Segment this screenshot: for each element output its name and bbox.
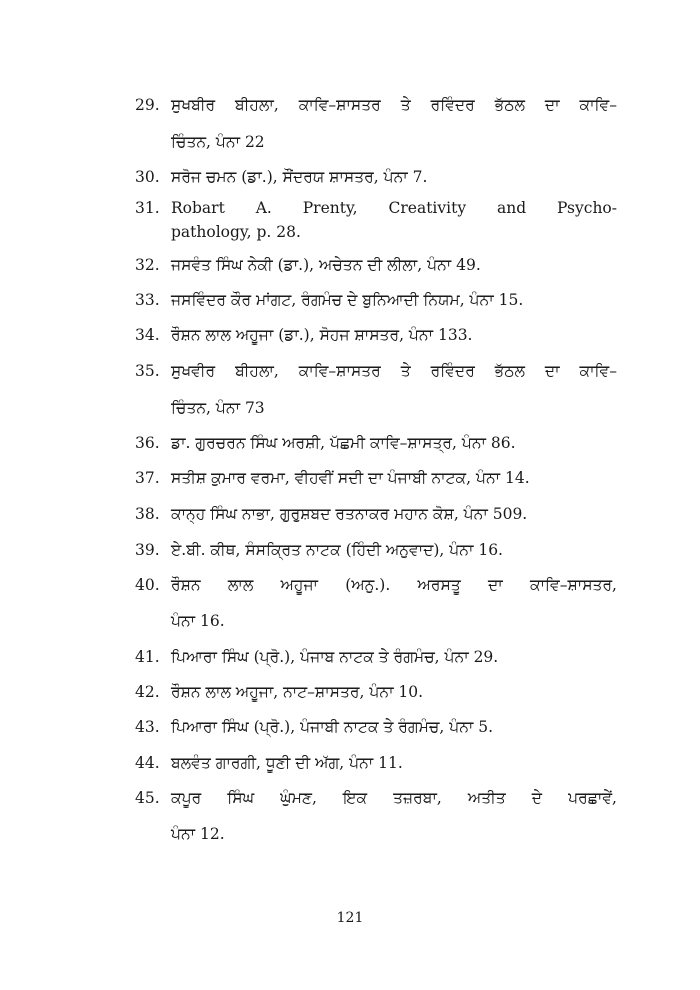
reference-text: ਕਪੂਰ ਸਿੰਘ ਘੁੰਮਣ, ਇਕ ਤਜ਼ਰਬਾ, ਅਤੀਤ ਦੇ ਪਰਛਾਵੇਂ, — [171, 789, 617, 807]
reference-text: ਡਾ. ਗੁਰਚਰਨ ਸਿੰਘ ਅਰਸ਼ੀ, ਪੱਛਮੀ ਕਾਵਿ–ਸ਼ਾਸਤ੍ਰ, ਪੰਨਾ 86. — [171, 434, 516, 452]
reference-42 — [135, 683, 617, 705]
reference-text: ਸੁਖਵੀਰ ਬੀਹਲਾ, ਕਾਵਿ–ਸ਼ਾਸਤਰ ਤੇ ਰਵਿੰਦਰ ਭੱਠਲ ਦਾ ਕਾਵਿ– — [171, 362, 617, 380]
reference-33 — [135, 291, 617, 313]
reference-41 — [135, 648, 617, 670]
reference-35 — [135, 362, 617, 422]
reference-text: ਬਲਵੰਤ ਗਾਰਗੀ, ਧੂਣੀ ਦੀ ਅੱਗ, ਪੰਨਾ 11. — [171, 754, 403, 772]
reference-number: 37. — [135, 469, 160, 487]
reference-text: ਸਰੋਜ ਚਮਨ (ਡਾ.), ਸੌਂਦਰਯ ਸ਼ਾਸਤਰ, ਪੰਨਾ 7. — [171, 168, 428, 186]
page-number: 121 — [336, 910, 364, 926]
reference-32 — [135, 256, 617, 278]
reference-text: ਪਿਆਰਾ ਸਿੰਘ (ਪ੍ਰੋ.), ਪੰਜਾਬੀ ਨਾਟਕ ਤੇ ਰੰਗਮੰਚ, ਪੰਨਾ 5. — [171, 718, 494, 736]
reference-text-continued: pathology, p. 28. — [171, 223, 301, 241]
reference-number: 40. — [135, 576, 160, 594]
reference-34 — [135, 326, 617, 348]
reference-number: 42. — [135, 683, 160, 701]
reference-text: ਰੌਸ਼ਨ ਲਾਲ ਅਹੂਜਾ (ਅਨੁ.). ਅਰਸਤੂ ਦਾ ਕਾਵਿ–ਸ਼ਾਸਤਰ, — [171, 576, 617, 594]
reference-text-continued: ਚਿੰਤਨ, ਪੰਨਾ 73 — [171, 399, 265, 417]
reference-number: 35. — [135, 362, 160, 380]
reference-number: 31. — [135, 199, 160, 217]
reference-31 — [135, 199, 617, 243]
reference-text: ਜਸਵੰਤ ਸਿੰਘ ਨੇਕੀ (ਡਾ.), ਅਚੇਤਨ ਦੀ ਲੀਲਾ, ਪੰਨਾ 49. — [171, 256, 481, 274]
reference-number: 43. — [135, 718, 160, 736]
reference-text: ਪਿਆਰਾ ਸਿੰਘ (ਪ੍ਰੋ.), ਪੰਜਾਬ ਨਾਟਕ ਤੇ ਰੰਗਮੰਚ, ਪੰਨਾ 29. — [171, 648, 499, 666]
reference-text-continued: ਪੰਨਾ 12. — [171, 825, 225, 843]
reference-43 — [135, 718, 617, 740]
reference-37 — [135, 469, 617, 491]
reference-45 — [135, 789, 617, 849]
reference-text: ਕਾਨ੍ਹ ਸਿੰਘ ਨਾਭਾ, ਗੁਰੁਸ਼ਬਦ ਰਤਨਾਕਰ ਮਹਾਨ ਕੋਸ਼, ਪੰਨਾ 509. — [171, 505, 528, 523]
reference-number: 30. — [135, 168, 160, 186]
reference-text: ਏ.ਬੀ. ਕੀਥ, ਸੰਸਕ੍ਰਿਤ ਨਾਟਕ (ਹਿੰਦੀ ਅਨੁਵਾਦ), ਪੰਨਾ 16. — [171, 541, 503, 559]
reference-text-continued: ਪੰਨਾ 16. — [171, 612, 225, 630]
reference-number: 39. — [135, 541, 160, 559]
reference-text: ਰੌਸ਼ਨ ਲਾਲ ਅਹੂਜਾ (ਡਾ.), ਸੋਹਜ ਸ਼ਾਸਤਰ, ਪੰਨਾ 133. — [171, 326, 473, 344]
reference-number: 36. — [135, 434, 160, 452]
reference-number: 41. — [135, 648, 160, 666]
reference-text: ਰੌਸ਼ਨ ਲਾਲ ਅਹੂਜਾ, ਨਾਟ–ਸ਼ਾਸਤਰ, ਪੰਨਾ 10. — [171, 683, 424, 701]
reference-text: Robart A. Prenty, Creativity and Psycho- — [171, 199, 617, 217]
reference-36 — [135, 434, 617, 456]
reference-number: 32. — [135, 256, 160, 274]
reference-text: ਸਤੀਸ਼ ਕੁਮਾਰ ਵਰਮਾ, ਵੀਹਵੀਂ ਸਦੀ ਦਾ ਪੰਜਾਬੀ ਨਾਟਕ, ਪੰਨਾ 14. — [171, 469, 530, 487]
reference-38 — [135, 505, 617, 527]
reference-number: 44. — [135, 754, 160, 772]
reference-30 — [135, 168, 617, 190]
reference-number: 29. — [135, 96, 160, 114]
reference-number: 34. — [135, 326, 160, 344]
reference-number: 38. — [135, 505, 160, 523]
reference-text-continued: ਚਿੰਤਨ, ਪੰਨਾ 22 — [171, 133, 265, 151]
reference-39 — [135, 541, 617, 563]
reference-40 — [135, 576, 617, 636]
reference-number: 33. — [135, 291, 160, 309]
reference-number: 45. — [135, 789, 160, 807]
reference-29 — [135, 96, 617, 156]
reference-text: ਜਸਵਿੰਦਰ ਕੌਰ ਮਾਂਗਟ, ਰੰਗਮੰਚ ਦੇ ਬੁਨਿਆਦੀ ਨਿਯਮ, ਪੰਨਾ 15. — [171, 291, 524, 309]
reference-text: ਸੁਖਬੀਰ ਬੀਹਲਾ, ਕਾਵਿ–ਸ਼ਾਸਤਰ ਤੇ ਰਵਿੰਦਰ ਭੱਠਲ ਦਾ ਕਾਵਿ– — [171, 96, 617, 114]
reference-44 — [135, 754, 617, 776]
